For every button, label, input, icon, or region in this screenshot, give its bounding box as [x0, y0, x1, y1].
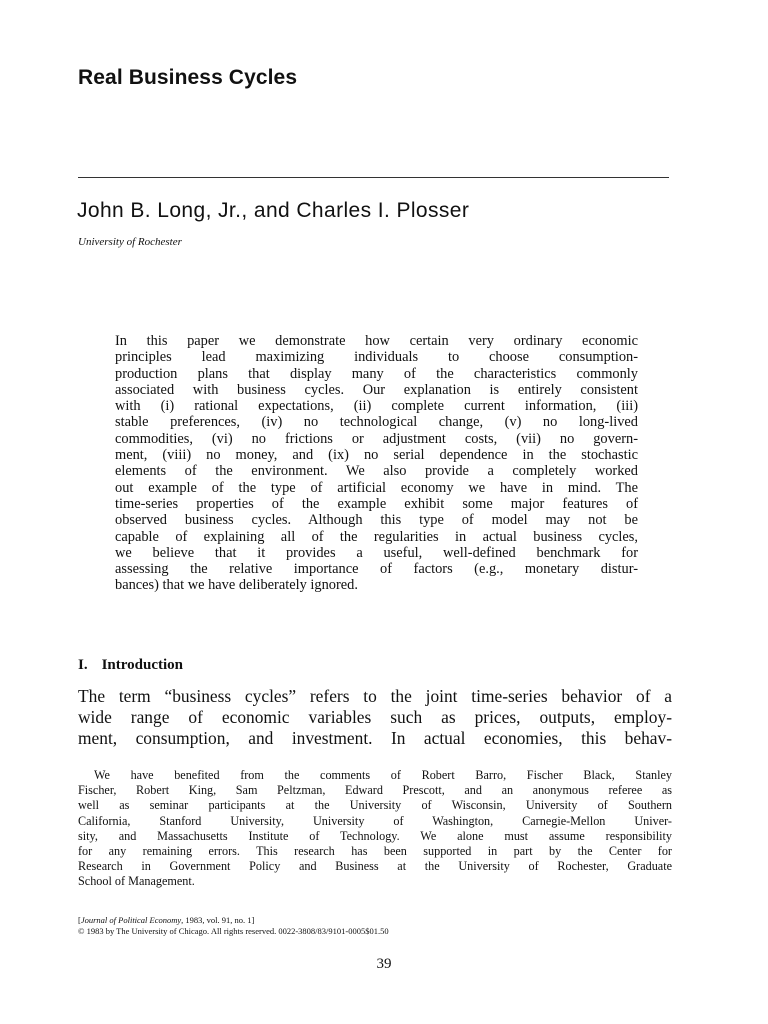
section-number: I. — [78, 657, 88, 673]
paper-authors: John B. Long, Jr., and Charles I. Plosser — [77, 199, 470, 222]
abstract-line: principles lead maximizing individuals to choose consumption- — [115, 349, 638, 366]
paper-title: Real Business Cycles — [78, 66, 298, 89]
journal-citation — [78, 915, 389, 937]
acknowledgment-footnote — [78, 768, 672, 890]
section-title: Introduction — [101, 657, 184, 673]
abstract-line: commodities, (vi) no frictions or adjustment costs, (vii) no govern- — [115, 430, 638, 447]
abstract-line: stable preferences, (iv) no technological change, (v) no long-lived — [115, 414, 638, 431]
journal-name: Journal of Political Economy — [80, 915, 182, 925]
abstract-line: out example of the type of artificial economy we have in mind. The — [115, 479, 638, 496]
abstract-line: In this paper we demonstrate how certain very ordinary economic — [115, 333, 638, 349]
copyright-line: © 1983 by The University of Chicago. All rights reserved. 0022-3808/83/9101-0005$01.50 — [78, 926, 389, 936]
citation-line — [78, 915, 389, 926]
body-line: wide range of economic variables such as prices, outputs, employ- — [78, 707, 672, 727]
abstract-line: we believe that it provides a useful, well-defined benchmark for — [115, 544, 638, 561]
footnote-line: for any remaining errors. This research has been supported in part by the Center for — [78, 843, 672, 858]
abstract-line: time-series properties of the example exhibit some major features of — [115, 495, 638, 512]
footnote-line: Research in Government Policy and Business at the University of Rochester, Graduate — [78, 859, 672, 874]
abstract-line: observed business cycles. Although this type of model may not be — [115, 512, 638, 529]
footnote-line: sity, and Massachusetts Institute of Technology. We alone must assume responsibility — [78, 828, 672, 843]
abstract-line: production plans that display many of the characteristics commonly — [115, 365, 638, 382]
abstract-line: ment, (viii) no money, and (ix) no serial dependence in the stochastic — [115, 447, 638, 464]
body-line: ment, consumption, and investment. In actual economies, this behav- — [78, 728, 672, 748]
citation-bracket: [ — [78, 915, 81, 925]
abstract-line: associated with business cycles. Our explanation is entirely consistent — [115, 381, 638, 398]
page-number: 39 — [376, 956, 392, 972]
footnote-line: School of Management. — [78, 874, 195, 889]
introduction-body — [78, 686, 672, 749]
abstract-line: assessing the relative importance of factors (e.g., monetary distur- — [115, 561, 638, 578]
footnote-line: Fischer, Robert King, Sam Peltzman, Edward Prescott, and an anonymous referee as — [78, 783, 672, 798]
author-affiliation: University of Rochester — [78, 236, 182, 248]
footnote-line: California, Stanford University, University of Washington, Carnegie-Mellon Univer- — [78, 813, 672, 828]
footnote-line: well as seminar participants at the University of Wisconsin, University of Southern — [78, 798, 672, 813]
abstract-line: capable of explaining all of the regularities in actual business cycles, — [115, 528, 638, 545]
section-heading — [78, 657, 183, 674]
abstract-line: with (i) rational expectations, (ii) complete current information, (iii) — [115, 398, 638, 415]
abstract-line: elements of the environment. We also provide a completely worked — [115, 463, 638, 480]
footnote-line: We have benefited from the comments of Robert Barro, Fischer Black, Stanley — [94, 768, 672, 782]
title-divider — [78, 177, 669, 178]
abstract — [115, 333, 638, 594]
citation-details: , 1983, vol. 91, no. 1] — [181, 915, 255, 925]
abstract-line: bances) that we have deliberately ignored. — [115, 577, 358, 594]
body-line: The term “business cycles” refers to the joint time-series behavior of a — [78, 686, 672, 706]
